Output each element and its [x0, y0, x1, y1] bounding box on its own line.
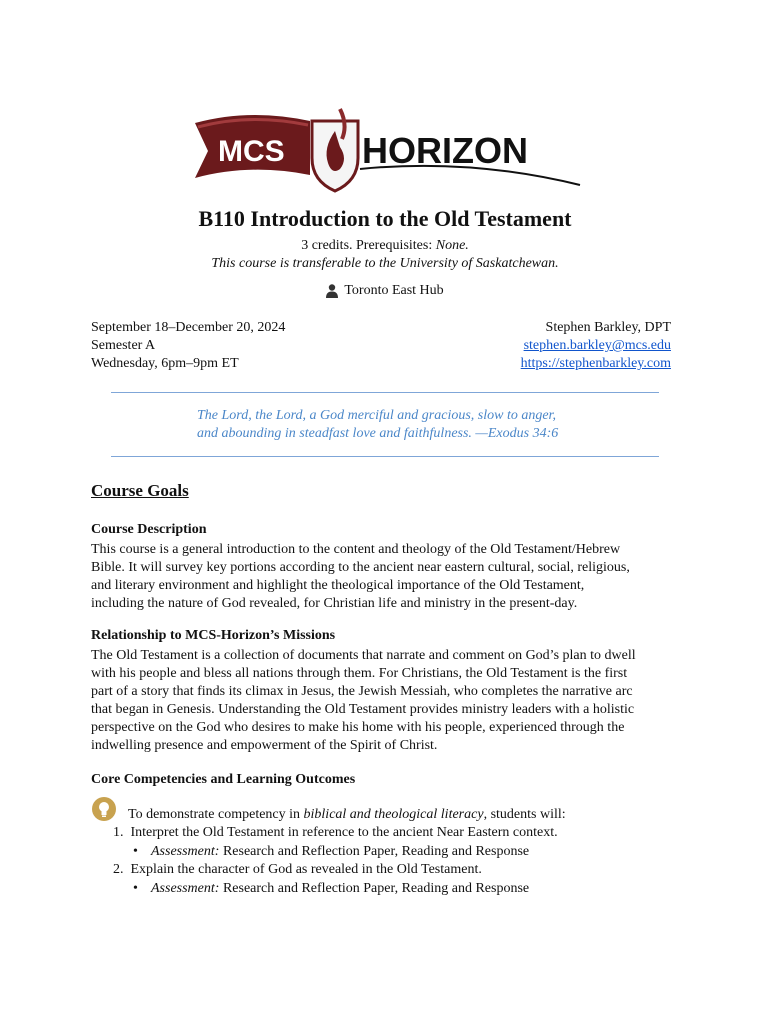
outcome-text: Explain the character of God as revealed in the Old Testament.: [130, 862, 482, 877]
assessment-text: Research and Reflection Paper, Reading and Response: [219, 844, 530, 859]
outcome-item: [113, 825, 558, 841]
competency-suffix: , students will:: [483, 807, 566, 822]
course-goals-heading: Course Goals: [91, 481, 189, 500]
missions-relationship-heading: Relationship to MCS-Horizon’s Missions: [91, 628, 336, 643]
location-text: Toronto East Hub: [344, 283, 444, 298]
credits-prefix: 3 credits. Prerequisites:: [301, 238, 436, 253]
relationship-line: part of a story that finds its climax in Jesus, the Jewish Messiah, who completes the narrative arc: [91, 684, 633, 699]
outcome-text: Interpret the Old Testament in reference to the ancient Near Eastern context.: [130, 825, 558, 840]
course-description-heading: Course Description: [91, 522, 207, 537]
prerequisites-value: None.: [435, 238, 469, 253]
outcome-number: 2.: [113, 862, 124, 877]
description-line: Bible. It will survey key portions according to the ancient near eastern cultural, social, religious,: [91, 560, 630, 575]
person-icon: [326, 284, 338, 298]
assessment-label: Assessment:: [151, 881, 220, 896]
assessment-label: Assessment:: [151, 844, 220, 859]
transfer-note: This course is transferable to the University of Saskatchewan.: [211, 256, 559, 271]
core-competencies-heading: Core Competencies and Learning Outcomes: [91, 772, 356, 787]
meeting-time: Wednesday, 6pm–9pm ET: [91, 356, 239, 371]
location-row: [0, 283, 770, 299]
bullet-icon: •: [133, 881, 138, 896]
competency-prefix: To demonstrate competency in: [128, 807, 304, 822]
credits-line: [0, 238, 770, 254]
relationship-line: indwelling presence and empowerment of the Spirit of Christ.: [91, 738, 438, 753]
outcome-item: [113, 862, 482, 878]
logo-horizon-text: HORIZON: [362, 130, 528, 171]
instructor-info: [521, 319, 671, 373]
description-line: and literary environment and highlight the theological importance of the Old Testament,: [91, 578, 585, 593]
instructor-name: Stephen Barkley, DPT: [545, 320, 671, 335]
description-line: including the nature of God revealed, for Christian life and ministry in the present-day.: [91, 596, 578, 611]
bullet-icon: •: [133, 844, 138, 859]
competency-statement: [128, 807, 566, 823]
quote-divider-bottom: [111, 456, 659, 457]
assessment-item: [133, 881, 529, 897]
assessment-text: Research and Reflection Paper, Reading and Response: [219, 881, 530, 896]
relationship-line: perspective on the God who desires to make his home with his people, experienced through the: [91, 720, 625, 735]
competency-emphasis: biblical and theological literacy: [303, 807, 484, 822]
logo-mcs-text: MCS: [218, 135, 285, 168]
missions-relationship-text: [91, 647, 691, 755]
lightbulb-icon: [92, 797, 116, 821]
quote-divider-top: [111, 392, 659, 393]
instructor-website-link[interactable]: https://stephenbarkley.com: [520, 356, 671, 371]
description-line: This course is a general introduction to the content and theology of the Old Testament/Hebrew: [91, 542, 621, 557]
mcs-horizon-logo: [190, 103, 585, 193]
quote-line-1: The Lord, the Lord, a God merciful and gracious, slow to anger,: [197, 408, 556, 423]
instructor-email-link[interactable]: stephen.barkley@mcs.edu: [523, 338, 671, 353]
quote-line-2: and abounding in steadfast love and faithfulness. —Exodus 34:6: [197, 426, 559, 441]
course-dates: September 18–December 20, 2024: [91, 320, 286, 335]
relationship-line: that began in Genesis. Understanding the Old Testament provides ministry leaders with a holistic: [91, 702, 635, 717]
assessment-item: [133, 844, 529, 860]
outcome-number: 1.: [113, 825, 124, 840]
relationship-line: The Old Testament is a collection of documents that narrate and comment on God’s plan to dwell: [91, 648, 636, 663]
course-description-text: [91, 541, 691, 613]
course-title: B110 Introduction to the Old Testament: [198, 206, 572, 231]
schedule-info: [91, 319, 285, 373]
semester: Semester A: [91, 338, 156, 353]
relationship-line: with his people and bless all nations through them. For Christians, the Old Testament is the first: [91, 666, 628, 681]
